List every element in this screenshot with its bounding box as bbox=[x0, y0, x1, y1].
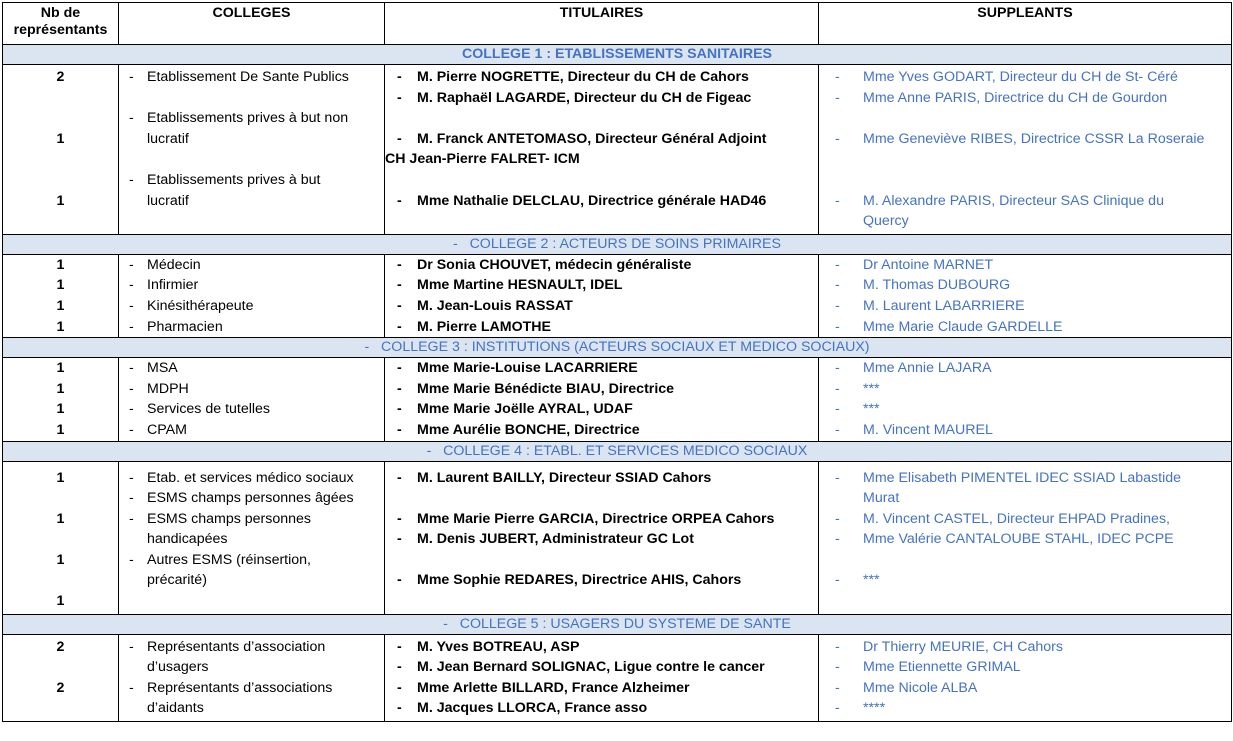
college-1-row bbox=[3, 65, 1232, 235]
college-2-title: - COLLEGE 2 : ACTEURS DE SOINS PRIMAIRES bbox=[3, 234, 1232, 254]
nb-value: 1 bbox=[56, 130, 65, 147]
college-4-titulaires: - M. Laurent BAILLY, Directeur SSIAD Cahors - Mme Marie Pierre GARCIA, Directrice ORPEA Cahors - M. Denis JUBERT, Administrateur GC Lot - Mme Sophie REDARES, Directrice AHIS, Cahors bbox=[385, 461, 819, 614]
titulaire-name: Mme Nathalie DELCLAU, Directrice générale HAD46 bbox=[417, 192, 767, 209]
suppleant-name: Mme Elisabeth PIMENTEL IDEC SSIAD Labastide bbox=[863, 469, 1182, 486]
nb-value: 1 bbox=[56, 469, 65, 486]
nb-value: 1 bbox=[56, 551, 65, 568]
suppleant-name: Mme Anne PARIS, Directrice du CH de Gourdon bbox=[863, 89, 1168, 106]
titulaire-name: M. Raphaël LAGARDE, Directeur du CH de Figeac bbox=[417, 89, 752, 106]
suppleant-name-cont: Murat bbox=[863, 490, 900, 507]
titulaire-name: M. Jacques LLORCA, France asso bbox=[417, 700, 648, 717]
college-1-titulaires: - M. Pierre NOGRETTE, Directeur du CH de Cahors - M. Raphaël LAGARDE, Directeur du CH de Figeac - M. Franck ANTETOMASO, Directeur Général Adjoint CH Jean-Pierre FALRET- ICM - Mme Nathalie DELCLAU, Directrice générale HAD46 bbox=[385, 65, 819, 235]
college-5-suppleants: - Dr Thierry MEURIE, CH Cahors - Mme Etiennette GRIMAL - Mme Nicole ALBA - **** bbox=[819, 634, 1232, 721]
nb-value: 1 bbox=[56, 593, 65, 610]
college-5-row bbox=[3, 634, 1232, 721]
category-label: Etab. et services médico sociaux bbox=[147, 469, 354, 486]
suppleant-name: Mme Annie LAJARA bbox=[863, 360, 992, 377]
college-4-title: - COLLEGE 4 : ETABL. ET SERVICES MEDICO SOCIAUX bbox=[3, 441, 1232, 461]
category-label: Représentants d’associations bbox=[147, 679, 333, 696]
category-label: précarité) bbox=[147, 572, 207, 589]
college-5-title: - COLLEGE 5 : USAGERS DU SYSTEME DE SANTE bbox=[3, 614, 1232, 634]
category-label: Etablissement De Sante Publics bbox=[147, 69, 349, 85]
nb-value: 1 bbox=[56, 192, 65, 209]
college-2-title-row bbox=[3, 234, 1232, 254]
titulaire-name: M. Pierre NOGRETTE, Directeur du CH de Cahors bbox=[417, 69, 749, 85]
table-header-row bbox=[3, 3, 1232, 45]
category-label: Représentants d’association bbox=[147, 638, 326, 655]
titulaire-name: M. Pierre LAMOTHE bbox=[417, 318, 552, 335]
suppleant-name-cont: Quercy bbox=[863, 213, 909, 230]
nb-value: 1 bbox=[56, 421, 65, 438]
titulaire-name: Mme Marie Joëlle AYRAL, UDAF bbox=[417, 401, 633, 418]
representatives-table bbox=[2, 2, 1232, 722]
titulaire-name: M. Jean Bernard SOLIGNAC, Ligue contre le cancer bbox=[417, 659, 765, 676]
header-titulaires: TITULAIRES bbox=[385, 3, 819, 45]
nb-value: 1 bbox=[56, 256, 65, 273]
college-1-categories: - Etablissement De Sante Publics - Etablissements prives à but non lucratif - Etablissements prives à but lucratif bbox=[119, 65, 385, 235]
college-5-titulaires: - M. Yves BOTREAU, ASP - M. Jean Bernard SOLIGNAC, Ligue contre le cancer - Mme Arlette BILLARD, France Alzheimer - M. Jacques LLORCA, France asso bbox=[385, 634, 819, 721]
suppleant-name: Mme Nicole ALBA bbox=[863, 679, 978, 696]
category-label: handicapées bbox=[147, 531, 228, 548]
representatives-document bbox=[2, 2, 1231, 739]
category-label: Autres ESMS (réinsertion, bbox=[147, 551, 312, 568]
nb-value: 1 bbox=[56, 380, 65, 397]
titulaire-name: Mme Marie Pierre GARCIA, Directrice ORPEA Cahors bbox=[417, 510, 775, 527]
category-label: ESMS champs personnes âgées bbox=[147, 490, 354, 507]
suppleant-name: M. Vincent CASTEL, Directeur EHPAD Pradines, bbox=[863, 510, 1170, 527]
suppleant-name: M. Vincent MAUREL bbox=[863, 421, 993, 438]
category-label: Etablissements prives à but non bbox=[147, 110, 349, 127]
category-label: Kinésithérapeute bbox=[147, 297, 254, 314]
suppleant-name: M. Alexandre PARIS, Directeur SAS Clinique du bbox=[863, 192, 1164, 209]
college-3-categories: - MSA - MDPH - Services de tutelles - CPAM bbox=[119, 358, 385, 441]
college-3-row bbox=[3, 358, 1232, 441]
college-5-categories: - Représentants d’association d’usagers - Représentants d’associations d’aidants bbox=[119, 634, 385, 721]
nb-value: 1 bbox=[56, 297, 65, 314]
suppleant-name: **** bbox=[863, 700, 886, 717]
nb-value: 1 bbox=[56, 318, 65, 335]
titulaire-name: M. Laurent BAILLY, Directeur SSIAD Cahors bbox=[417, 469, 712, 486]
suppleant-name: Mme Marie Claude GARDELLE bbox=[863, 318, 1063, 335]
college-2-categories: - Médecin - Infirmier - Kinésithérapeute - Pharmacien bbox=[119, 254, 385, 337]
category-label: Infirmier bbox=[147, 277, 199, 294]
category-label: ESMS champs personnes bbox=[147, 510, 312, 527]
nb-value: 1 bbox=[56, 360, 65, 377]
college-1-title: COLLEGE 1 : ETABLISSEMENTS SANITAIRES bbox=[3, 45, 1232, 65]
suppleant-name: *** bbox=[863, 380, 880, 397]
college-3-title-row bbox=[3, 338, 1232, 358]
nb-value: 2 bbox=[56, 679, 65, 696]
college-3-title: - COLLEGE 3 : INSTITUTIONS (ACTEURS SOCIAUX ET MEDICO SOCIAUX) bbox=[3, 338, 1232, 358]
header-nb: Nb de représentants bbox=[3, 3, 119, 45]
college-1-title-row bbox=[3, 45, 1232, 65]
nb-value: 1 bbox=[56, 401, 65, 418]
suppleant-name: Mme Yves GODART, Directeur du CH de St- Céré bbox=[863, 69, 1178, 85]
college-1-suppleants: - Mme Yves GODART, Directeur du CH de St- Céré - Mme Anne PARIS, Directrice du CH de Gourdon - Mme Geneviève RIBES, Directrice CSSR La Roseraie - M. Alexandre PARIS, Directeur SAS Clinique du Quercy bbox=[819, 65, 1232, 235]
college-3-titulaires: - Mme Marie-Louise LACARRIERE - Mme Marie Bénédicte BIAU, Directrice - Mme Marie Joëlle AYRAL, UDAF - Mme Aurélie BONCHE, Directrice bbox=[385, 358, 819, 441]
titulaire-name: M. Yves BOTREAU, ASP bbox=[417, 638, 580, 655]
category-label: CPAM bbox=[147, 421, 187, 438]
titulaire-name: Dr Sonia CHOUVET, médecin généraliste bbox=[417, 256, 692, 273]
category-label: lucratif bbox=[147, 192, 189, 209]
nb-value: 1 bbox=[56, 510, 65, 527]
header-colleges: COLLEGES bbox=[119, 3, 385, 45]
suppleant-name: Mme Geneviève RIBES, Directrice CSSR La Roseraie bbox=[863, 130, 1205, 147]
college-5-title-row bbox=[3, 614, 1232, 634]
header-suppleants: SUPPLEANTS bbox=[819, 3, 1232, 45]
titulaire-name: M. Denis JUBERT, Administrateur GC Lot bbox=[417, 531, 694, 548]
college-2-row bbox=[3, 254, 1232, 337]
college-4-suppleants: - Mme Elisabeth PIMENTEL IDEC SSIAD Labastide Murat - M. Vincent CASTEL, Directeur EHPAD Pradines, - Mme Valérie CANTALOUBE STAHL, IDEC PCPE - *** bbox=[819, 461, 1232, 614]
college-2-suppleants: - Dr Antoine MARNET - M. Thomas DUBOURG - M. Laurent LABARRIERE - Mme Marie Claude GARDELLE bbox=[819, 254, 1232, 337]
titulaire-name-cont: CH Jean-Pierre FALRET- ICM bbox=[385, 151, 580, 168]
college-3-nb bbox=[3, 358, 119, 441]
category-label: lucratif bbox=[147, 130, 189, 147]
titulaire-name: M. Franck ANTETOMASO, Directeur Général Adjoint bbox=[417, 130, 767, 147]
category-label: Etablissements prives à but bbox=[147, 171, 321, 188]
college-3-suppleants: - Mme Annie LAJARA - *** - *** - M. Vincent MAUREL bbox=[819, 358, 1232, 441]
titulaire-name: M. Jean-Louis RASSAT bbox=[417, 297, 573, 314]
nb-value: 2 bbox=[56, 69, 65, 85]
titulaire-name: Mme Marie-Louise LACARRIERE bbox=[417, 360, 638, 377]
suppleant-name: Mme Etiennette GRIMAL bbox=[863, 659, 1021, 676]
suppleant-name: Mme Valérie CANTALOUBE STAHL, IDEC PCPE bbox=[863, 531, 1174, 548]
college-4-row bbox=[3, 461, 1232, 614]
titulaire-name: Mme Arlette BILLARD, France Alzheimer bbox=[417, 679, 690, 696]
category-label: Médecin bbox=[147, 256, 201, 273]
suppleant-name: *** bbox=[863, 572, 880, 589]
college-2-titulaires: - Dr Sonia CHOUVET, médecin généraliste - Mme Martine HESNAULT, IDEL - M. Jean-Louis RASSAT - M. Pierre LAMOTHE bbox=[385, 254, 819, 337]
suppleant-name: M. Laurent LABARRIERE bbox=[863, 297, 1025, 314]
college-2-nb bbox=[3, 254, 119, 337]
suppleant-name: Dr Antoine MARNET bbox=[863, 256, 994, 273]
nb-value: 2 bbox=[56, 638, 65, 655]
college-4-title-row bbox=[3, 441, 1232, 461]
college-5-nb bbox=[3, 634, 119, 721]
category-label: d’usagers bbox=[147, 659, 209, 676]
category-label: MSA bbox=[147, 360, 178, 377]
category-label: d’aidants bbox=[147, 700, 204, 717]
titulaire-name: Mme Martine HESNAULT, IDEL bbox=[417, 277, 623, 294]
college-1-nb bbox=[3, 65, 119, 235]
titulaire-name: Mme Aurélie BONCHE, Directrice bbox=[417, 421, 640, 438]
category-label: Pharmacien bbox=[147, 318, 223, 335]
titulaire-name: Mme Sophie REDARES, Directrice AHIS, Cahors bbox=[417, 572, 742, 589]
suppleant-name: M. Thomas DUBOURG bbox=[863, 277, 1011, 294]
college-4-nb bbox=[3, 461, 119, 614]
college-4-categories: - Etab. et services médico sociaux - ESMS champs personnes âgées - ESMS champs personnes handicapées - Autres ESMS (réinsertion, précarité) bbox=[119, 461, 385, 614]
nb-value: 1 bbox=[56, 277, 65, 294]
category-label: MDPH bbox=[147, 380, 189, 397]
titulaire-name: Mme Marie Bénédicte BIAU, Directrice bbox=[417, 380, 675, 397]
category-label: Services de tutelles bbox=[147, 401, 271, 418]
suppleant-name: Dr Thierry MEURIE, CH Cahors bbox=[863, 638, 1063, 655]
suppleant-name: *** bbox=[863, 401, 880, 418]
